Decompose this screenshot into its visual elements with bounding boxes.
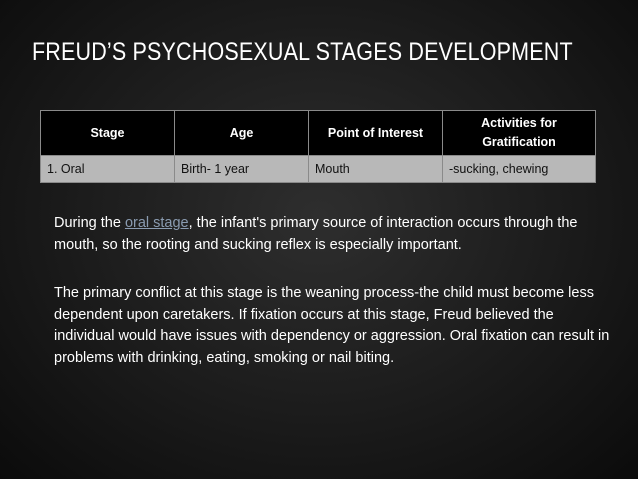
header-activities: Activities for Gratification xyxy=(443,111,596,156)
cell-point-of-interest: Mouth xyxy=(309,156,443,183)
oral-stage-link[interactable]: oral stage xyxy=(124,215,189,231)
cell-age: Birth- 1 year xyxy=(175,156,309,183)
table-row xyxy=(41,156,596,183)
oral-stage-paragraph xyxy=(54,213,614,256)
stages-table xyxy=(40,110,596,183)
paragraph-text-after: , the infant's primary source of interaction occurs through the mouth, so the rooting and sucking reflex is especially important. xyxy=(54,215,578,253)
header-point-of-interest: Point of Interest xyxy=(309,111,443,156)
header-age: Age xyxy=(175,111,309,156)
slide-title: FREUD’S PSYCHOSEXUAL STAGES DEVELOPMENT xyxy=(32,38,573,66)
primary-conflict-paragraph: The primary conflict at this stage is the weaning process-the child must become less dependent upon caretakers. If fixation occurs at this stage, Freud believed the individual would have issues with dependency or aggression. Oral fixation can result in problems with drinking, eating, smoking or nail biting. xyxy=(54,285,610,366)
header-stage: Stage xyxy=(41,111,175,156)
cell-activities: -sucking, chewing xyxy=(443,156,596,183)
paragraph-text-before: During the xyxy=(54,215,125,231)
cell-stage: 1. Oral xyxy=(41,156,175,183)
table-header-row xyxy=(41,111,596,156)
